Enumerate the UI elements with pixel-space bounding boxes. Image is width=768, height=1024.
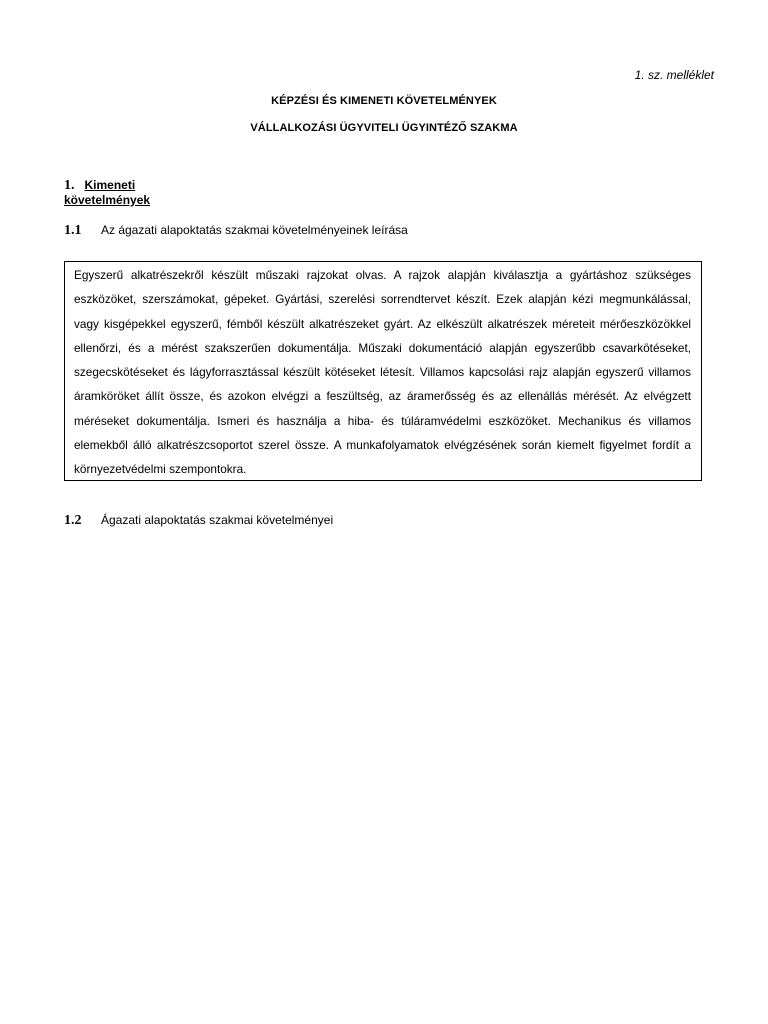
subsection-1-1-title: Az ágazati alapoktatás szakmai követelményeinek leírása — [101, 223, 408, 237]
subsection-1-2-title: Ágazati alapoktatás szakmai követelményei — [101, 513, 334, 527]
annex-label: 1. sz. melléklet — [634, 68, 714, 82]
subsection-1-2-number: 1.2 — [64, 513, 82, 528]
section-1-number: 1. — [64, 178, 75, 193]
subsection-1-2-heading — [64, 513, 333, 529]
document-subtitle: VÁLLALKOZÁSI ÜGYVITELI ÜGYINTÉZŐ SZAKMA — [250, 122, 518, 134]
subsection-1-1-number: 1.1 — [64, 223, 82, 238]
document-title: KÉPZÉSI ÉS KIMENETI KÖVETELMÉNYEK — [271, 95, 497, 107]
section-1-title-line1: Kimeneti — [84, 178, 136, 192]
requirements-description-box — [64, 261, 702, 481]
section-1-heading — [64, 178, 204, 208]
section-1-title-line2: követelmények — [64, 193, 151, 207]
subsection-1-1-heading — [64, 223, 408, 239]
requirements-description-text: Egyszerű alkatrészekről készült műszaki rajzokat olvas. A rajzok alapján kiválasztja a gyártáshoz szükséges eszközöket, szerszámokat, gépeket. Gyártási, szerelési sorrendtervet készít. Ezek alapján kézi megmunkálással, vagy kisgépekkel egyszerű, fémből készült alkatrészeket gyárt. Az elkészült alkatrészek méreteit mérőeszközökkel ellenőrzi, és a mérést szakszerűen dokumentálja. Műszaki dokumentáció alapján egyszerűbb csavarkötéseket, szegecskötéseket és lágyforrasztással készült kötéseket létesít. Villamos kapcsolási rajz alapján egyszerű villamos áramköröket állít össze, és azokon elvégzi a feszültség, az áramerősség és az ellenállás mérését. Az elvégzett méréseket dokumentálja. Ismeri és használja a hiba- és túláramvédelmi eszközöket. Mechanikus és villamos elemekből álló alkatrészcsoportot szerel össze. A munkafolyamatok elvégzésének során kiemelt figyelmet fordít a környezetvédelmi szempontokra. — [74, 268, 691, 477]
